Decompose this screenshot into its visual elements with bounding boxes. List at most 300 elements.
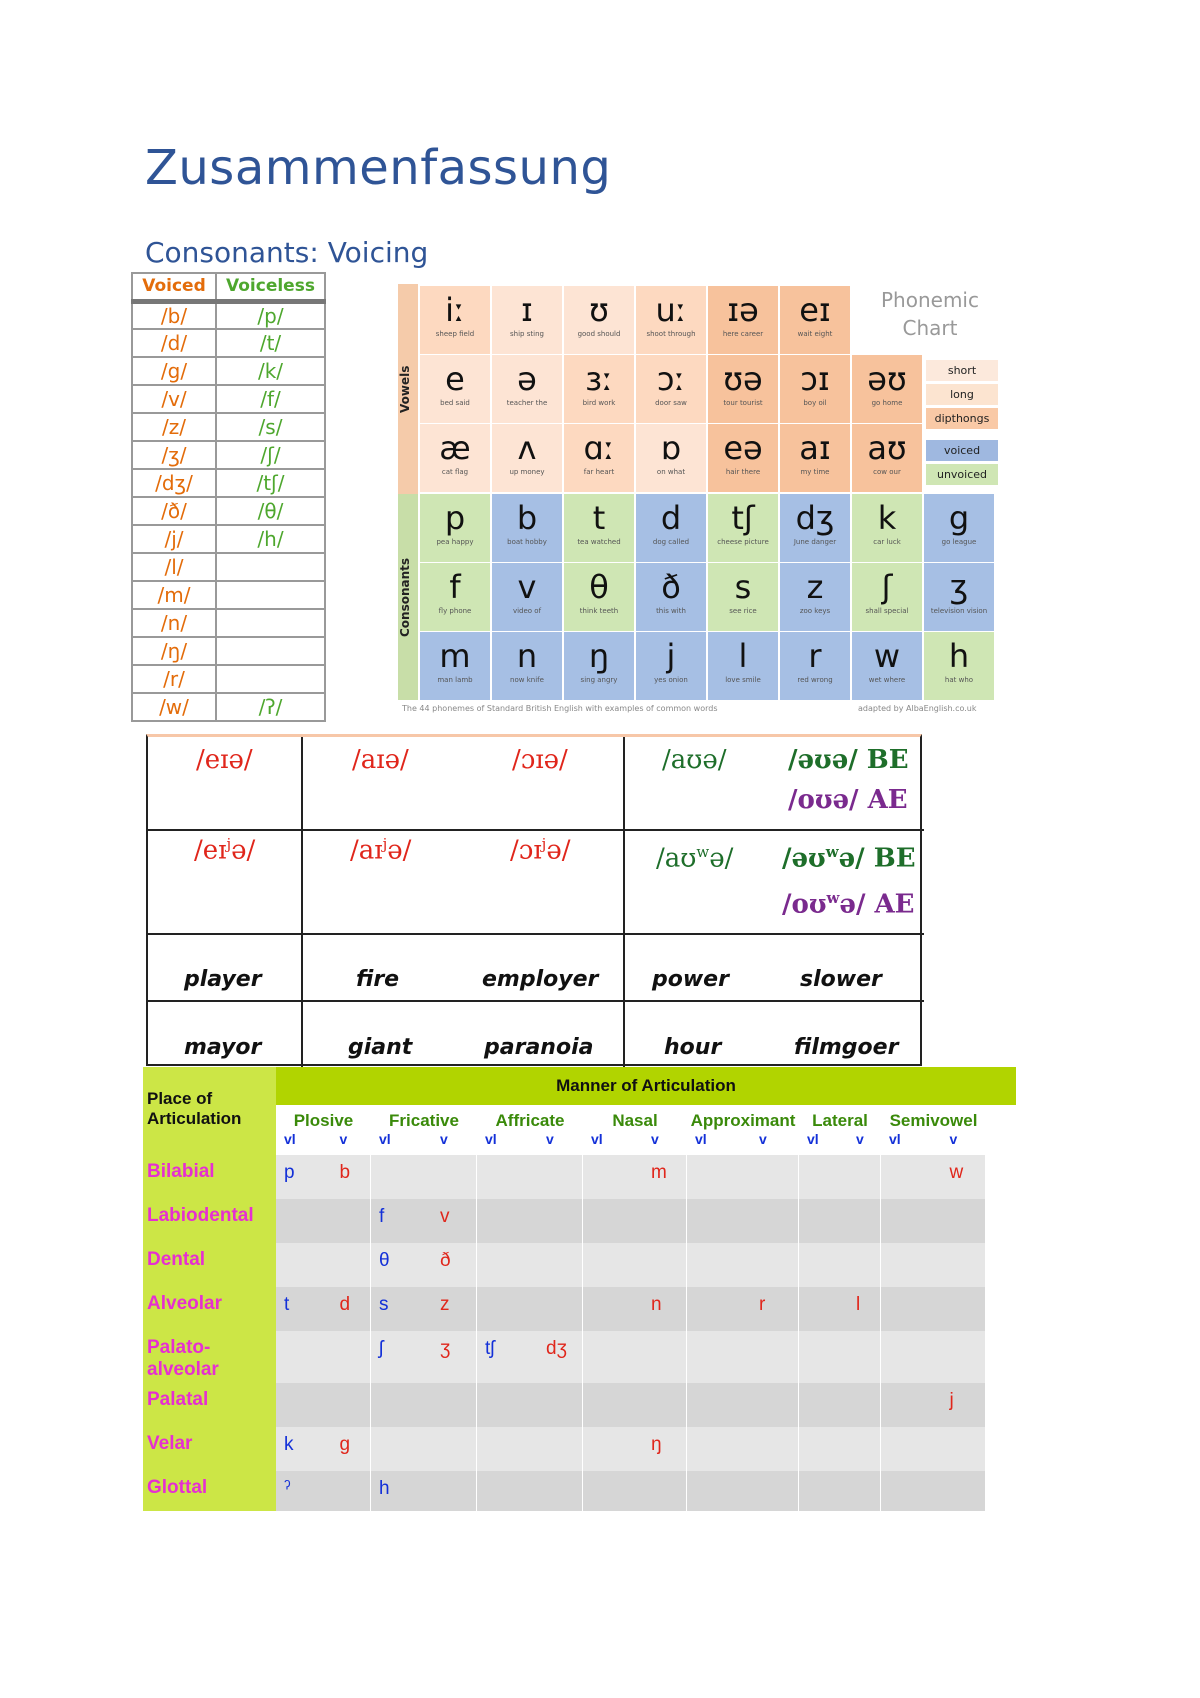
articulation-cell	[583, 1199, 687, 1243]
phoneme-symbol: æ	[439, 429, 471, 467]
phoneme-cell	[708, 286, 779, 355]
phoneme-cell	[708, 355, 779, 424]
phoneme-examples: fly phone	[438, 607, 472, 615]
voiced-phoneme: /w/	[132, 693, 216, 721]
phoneme-examples: good should	[577, 330, 621, 338]
example-word: fire	[356, 967, 400, 992]
phoneme-cell	[708, 494, 779, 563]
phoneme-cell	[564, 494, 635, 563]
voicing-row	[132, 469, 325, 497]
phoneme-cell	[852, 632, 923, 701]
voiceless-phoneme	[216, 553, 325, 581]
divider	[148, 933, 924, 935]
phoneme-cell	[492, 286, 563, 355]
place-palatal: Palatal	[143, 1383, 276, 1427]
voiceless-phoneme	[216, 609, 325, 637]
phoneme-examples: tea watched	[577, 538, 621, 546]
voiceless-phoneme: /p/	[216, 301, 325, 329]
phoneme-examples: hair there	[725, 468, 761, 476]
articulation-row	[143, 1287, 1016, 1331]
phoneme-cell	[564, 632, 635, 701]
phoneme-symbol: ʒ	[440, 1338, 451, 1359]
phoneme-symbol: θ	[589, 568, 609, 606]
example-word: paranoia	[484, 1035, 594, 1060]
articulation-cell	[276, 1287, 371, 1331]
phoneme-cell	[780, 424, 851, 493]
phoneme-symbol: h	[379, 1478, 390, 1499]
phoneme-cell	[636, 355, 707, 424]
phoneme-cell	[924, 632, 995, 701]
voicing-row	[132, 329, 325, 357]
chart-credit: adapted by AlbaEnglish.co.uk	[858, 704, 977, 713]
voiceless-phoneme: /k/	[216, 357, 325, 385]
phoneme-examples: go home	[871, 399, 903, 407]
phoneme-examples: sheep field	[435, 330, 475, 338]
articulation-cell	[583, 1383, 687, 1427]
phoneme-cell	[852, 355, 923, 424]
example-word: player	[184, 967, 262, 992]
phoneme-symbol: aɪ	[799, 429, 831, 467]
manner-affricate: Affricate	[495, 1111, 565, 1130]
voiceless-subheader: vl	[485, 1131, 497, 1147]
triphthong-auw: /aʊ$^w$ə/	[656, 843, 734, 874]
articulation-cell	[799, 1331, 881, 1383]
voicing-row	[132, 357, 325, 385]
legend-short: short	[926, 360, 998, 381]
articulation-cell	[881, 1155, 986, 1199]
phoneme-examples: tour tourist	[723, 399, 763, 407]
voicing-row	[132, 693, 325, 721]
voicing-row	[132, 637, 325, 665]
phoneme-symbol: n	[651, 1294, 662, 1315]
triphthong-au: /aʊə/	[662, 745, 727, 775]
phoneme-symbol: ð	[661, 568, 681, 606]
manner-nasal: Nasal	[612, 1111, 658, 1130]
articulation-cell	[477, 1243, 583, 1287]
manner-header: Manner of Articulation	[276, 1067, 1016, 1105]
phoneme-symbol: e	[445, 360, 465, 398]
phoneme-symbol: ɔː	[656, 360, 686, 398]
place-palato: Palato-alveolar	[143, 1331, 276, 1383]
voiceless-phoneme: /ʃ/	[216, 441, 325, 469]
phoneme-cell	[636, 632, 707, 701]
articulation-cell	[276, 1199, 371, 1243]
voiced-phoneme: /g/	[132, 357, 216, 385]
manner-subheader	[276, 1105, 1016, 1155]
phoneme-cell	[420, 563, 491, 632]
articulation-cell	[583, 1471, 687, 1511]
voiced-phoneme: /l/	[132, 553, 216, 581]
voiced-phoneme: /ŋ/	[132, 637, 216, 665]
voiceless-subheader: vl	[591, 1131, 603, 1147]
phoneme-symbol: ʊ	[589, 291, 609, 329]
articulation-cell	[276, 1243, 371, 1287]
articulation-cell	[881, 1427, 986, 1471]
phoneme-symbol: f	[379, 1206, 385, 1227]
phoneme-cell	[780, 632, 851, 701]
phoneme-symbol: p	[444, 499, 466, 537]
phoneme-examples: think teeth	[579, 607, 619, 615]
phoneme-symbol: tʃ	[485, 1338, 495, 1359]
articulation-cell	[371, 1331, 477, 1383]
voiced-phoneme: /dʒ/	[132, 469, 216, 497]
phoneme-symbol: dʒ	[546, 1338, 567, 1359]
phoneme-examples: cow our	[873, 468, 901, 476]
articulation-cell	[276, 1155, 371, 1199]
voiceless-phoneme: /θ/	[216, 497, 325, 525]
articulation-cell	[687, 1243, 799, 1287]
phoneme-examples: now knife	[510, 676, 544, 684]
articulation-cell	[276, 1471, 371, 1511]
voiceless-phoneme	[216, 637, 325, 665]
place-dental: Dental	[143, 1243, 276, 1287]
phoneme-symbol: d	[660, 499, 682, 537]
chart-label-line1: Phonemic	[881, 288, 979, 312]
manner-approx: Approximant	[690, 1111, 796, 1130]
voiceless-subheader: vl	[284, 1131, 296, 1147]
phoneme-symbol: s	[379, 1294, 389, 1315]
phoneme-cell	[708, 424, 779, 493]
voiceless-subheader: vl	[695, 1131, 707, 1147]
phoneme-cell	[564, 424, 635, 493]
voicing-row	[132, 581, 325, 609]
phoneme-symbol: ð	[440, 1250, 451, 1271]
articulation-cell	[477, 1331, 583, 1383]
phoneme-examples: wait eight	[797, 330, 833, 338]
vowels-side-label: Vowels	[398, 284, 418, 494]
phoneme-cell	[420, 424, 491, 493]
phoneme-examples: love smile	[725, 676, 761, 684]
phoneme-cell	[852, 494, 923, 563]
phoneme-examples: sing angry	[580, 676, 618, 684]
articulation-cell	[881, 1199, 986, 1243]
phoneme-cell	[780, 494, 851, 563]
triphthong-oij: /ɔɪ$^j$ə/	[510, 835, 571, 866]
phoneme-cell	[492, 424, 563, 493]
voiced-phoneme: /r/	[132, 665, 216, 693]
phoneme-cell	[852, 563, 923, 632]
articulation-cell	[371, 1427, 477, 1471]
phoneme-examples: this with	[656, 607, 686, 615]
phoneme-symbol: t	[592, 499, 606, 537]
phoneme-symbol: ʊə	[723, 360, 763, 398]
triphthong-eij: /eɪ$^j$ə/	[194, 835, 256, 866]
phoneme-cell	[924, 563, 995, 632]
phoneme-symbol: əʊ	[867, 360, 907, 398]
triphthong-ou-be: /əʊə/ BE	[788, 745, 909, 775]
voiced-subheader: v	[759, 1131, 767, 1147]
manner-plosive: Plosive	[293, 1111, 354, 1130]
triphthong-oi: /ɔɪə/	[512, 745, 568, 775]
voiced-phoneme: /b/	[132, 301, 216, 329]
articulation-cell	[276, 1331, 371, 1383]
triphthong-ai: /aɪə/	[352, 745, 409, 775]
phoneme-examples: go league	[941, 538, 977, 546]
phoneme-examples: wet where	[868, 676, 906, 684]
articulation-row	[143, 1243, 1016, 1287]
phoneme-cell	[780, 355, 851, 424]
phoneme-symbol: aʊ	[867, 429, 907, 467]
articulation-cell	[799, 1199, 881, 1243]
place-glottal: Glottal	[143, 1471, 276, 1511]
phoneme-examples: up money	[509, 468, 545, 476]
phoneme-symbol: k	[877, 499, 897, 537]
articulation-cell	[687, 1331, 799, 1383]
phoneme-symbol: s	[734, 568, 752, 606]
legend-diphthongs: dipthongs	[926, 408, 998, 429]
articulation-cell	[881, 1243, 986, 1287]
phoneme-symbol: j	[949, 1390, 954, 1411]
articulation-cell	[477, 1427, 583, 1471]
phoneme-examples: my time	[800, 468, 830, 476]
manner-fricative: Fricative	[389, 1111, 459, 1130]
articulation-cell	[371, 1287, 477, 1331]
manner-lateral: Lateral	[812, 1111, 868, 1130]
phoneme-cell	[492, 494, 563, 563]
voiceless-phoneme: /h/	[216, 525, 325, 553]
articulation-cell	[881, 1471, 986, 1511]
voicing-row	[132, 525, 325, 553]
articulation-cell	[799, 1243, 881, 1287]
phoneme-examples: door saw	[655, 399, 687, 407]
phoneme-symbol: r	[808, 637, 822, 675]
triphthong-ouw-ae: /oʊ$^w$ə/ AE	[782, 889, 915, 920]
phoneme-symbol: l	[738, 637, 748, 675]
phoneme-symbol: z	[440, 1294, 450, 1315]
phoneme-symbol: ʒ	[949, 568, 969, 606]
voicing-row	[132, 385, 325, 413]
voicing-row	[132, 413, 325, 441]
voicing-row	[132, 609, 325, 637]
phoneme-examples: see rice	[729, 607, 757, 615]
articulation-cell	[371, 1243, 477, 1287]
voicing-row	[132, 441, 325, 469]
phoneme-examples: dog called	[652, 538, 690, 546]
voiced-subheader: v	[546, 1131, 554, 1147]
voiced-phoneme: /n/	[132, 609, 216, 637]
voiceless-phoneme: /s/	[216, 413, 325, 441]
phonemic-chart-label	[860, 286, 1000, 342]
articulation-cell	[583, 1427, 687, 1471]
example-word: hour	[664, 1035, 722, 1060]
phoneme-examples: red wrong	[797, 676, 833, 684]
phoneme-cell	[492, 632, 563, 701]
legend-unvoiced: unvoiced	[926, 464, 998, 485]
articulation-row	[143, 1331, 1016, 1383]
phoneme-symbol: ɜː	[585, 360, 613, 398]
voicing-table	[131, 272, 326, 722]
phoneme-symbol: z	[806, 568, 824, 606]
articulation-cell	[687, 1383, 799, 1427]
divider	[623, 737, 625, 1069]
articulation-cell	[371, 1471, 477, 1511]
phoneme-symbol: w	[873, 637, 901, 675]
phoneme-examples: pea happy	[436, 538, 474, 546]
articulation-row	[143, 1155, 1016, 1199]
example-word: giant	[348, 1035, 413, 1060]
phoneme-cell	[420, 355, 491, 424]
phoneme-symbol: ɑː	[583, 429, 615, 467]
phoneme-examples: television vision	[930, 607, 988, 615]
voiced-phoneme: /z/	[132, 413, 216, 441]
phoneme-cell	[636, 424, 707, 493]
phoneme-examples: far heart	[583, 468, 615, 476]
phoneme-examples: car luck	[873, 538, 901, 546]
phoneme-symbol: f	[449, 568, 461, 606]
phoneme-cell	[924, 494, 995, 563]
example-word: employer	[482, 967, 599, 992]
page-title: Zusammenfassung	[145, 140, 612, 196]
voiced-phoneme: /ð/	[132, 497, 216, 525]
voiceless-phoneme: /t/	[216, 329, 325, 357]
place-bilabial: Bilabial	[143, 1155, 276, 1199]
phoneme-symbol: ŋ	[651, 1434, 662, 1455]
articulation-cell	[583, 1155, 687, 1199]
articulation-cell	[371, 1383, 477, 1427]
phoneme-symbol: h	[948, 637, 970, 675]
consonants-side-label: Consonants	[398, 494, 418, 700]
phoneme-symbol: p	[284, 1162, 295, 1183]
phoneme-symbol: ɔɪ	[800, 360, 830, 398]
place-velar: Velar	[143, 1427, 276, 1471]
phoneme-symbol: θ	[379, 1250, 390, 1271]
phoneme-symbol: ʌ	[517, 429, 537, 467]
voiceless-phoneme	[216, 665, 325, 693]
phoneme-examples: bird work	[582, 399, 616, 407]
articulation-cell	[799, 1383, 881, 1427]
phonemic-chart	[398, 284, 1000, 714]
articulation-cell	[477, 1287, 583, 1331]
phoneme-symbol: w	[949, 1162, 964, 1183]
phoneme-cell	[636, 494, 707, 563]
phoneme-cell	[708, 563, 779, 632]
voicing-row	[132, 301, 325, 329]
example-word: filmgoer	[794, 1035, 899, 1060]
articulation-table	[143, 1067, 1016, 1512]
articulation-cell	[799, 1471, 881, 1511]
phoneme-symbol: r	[759, 1294, 766, 1315]
phoneme-symbol: eɪ	[799, 291, 831, 329]
articulation-row	[143, 1427, 1016, 1471]
articulation-cell	[477, 1155, 583, 1199]
articulation-cell	[687, 1287, 799, 1331]
chart-label-line2: Chart	[902, 316, 958, 340]
phoneme-cell	[420, 632, 491, 701]
phoneme-examples: boy oil	[803, 399, 827, 407]
voiced-subheader: v	[339, 1131, 348, 1147]
phoneme-symbol: ʃ	[881, 568, 893, 606]
articulation-cell	[583, 1287, 687, 1331]
phoneme-cell	[636, 563, 707, 632]
phoneme-examples: teacher the	[506, 399, 548, 407]
chart-footer: The 44 phonemes of Standard British English with examples of common words	[402, 704, 718, 713]
phoneme-examples: bed said	[440, 399, 470, 407]
divider	[148, 1000, 924, 1002]
place-labiodental: Labiodental	[143, 1199, 276, 1243]
phoneme-symbol: j	[666, 637, 676, 675]
phoneme-cell	[852, 424, 923, 493]
section-heading: Consonants: Voicing	[145, 236, 429, 269]
phoneme-cell	[780, 286, 851, 355]
phoneme-symbol: ɒ	[660, 429, 682, 467]
phoneme-cell	[420, 494, 491, 563]
phoneme-symbol: v	[440, 1206, 450, 1227]
triphthong-ei: /eɪə/	[196, 745, 253, 775]
articulation-cell	[687, 1155, 799, 1199]
phoneme-symbol: ɪ	[521, 291, 533, 329]
articulation-cell	[881, 1287, 986, 1331]
phoneme-symbol: m	[439, 637, 471, 675]
voiceless-phoneme	[216, 581, 325, 609]
phoneme-cell	[492, 355, 563, 424]
articulation-cell	[371, 1199, 477, 1243]
articulation-cell	[477, 1471, 583, 1511]
legend-voiced: voiced	[926, 440, 998, 461]
phoneme-symbol: uː	[655, 291, 687, 329]
phoneme-symbol: dʒ	[795, 499, 835, 537]
voiceless-subheader: vl	[889, 1131, 901, 1147]
voiced-subheader: v	[949, 1131, 958, 1147]
phoneme-symbol: d	[339, 1294, 351, 1315]
voiced-subheader: v	[651, 1131, 659, 1147]
phoneme-cell	[564, 355, 635, 424]
phoneme-symbol: v	[517, 568, 537, 606]
manner-semivowel: Semivowel	[889, 1111, 978, 1130]
phoneme-examples: hat who	[944, 676, 974, 684]
voicing-row	[132, 665, 325, 693]
voicing-row	[132, 497, 325, 525]
voiced-phoneme: /v/	[132, 385, 216, 413]
phoneme-examples: yes onion	[654, 676, 688, 684]
voiced-phoneme: /m/	[132, 581, 216, 609]
articulation-cell	[799, 1427, 881, 1471]
phoneme-symbol: eə	[723, 429, 763, 467]
phoneme-examples: boat hobby	[507, 538, 547, 546]
voiced-phoneme: /d/	[132, 329, 216, 357]
voiced-phoneme: /ʒ/	[132, 441, 216, 469]
articulation-row	[143, 1471, 1016, 1511]
articulation-cell	[477, 1383, 583, 1427]
articulation-cell	[687, 1471, 799, 1511]
voiceless-header: Voiceless	[216, 273, 325, 301]
voiceless-subheader: vl	[379, 1131, 391, 1147]
articulation-row	[143, 1199, 1016, 1243]
voiced-phoneme: /j/	[132, 525, 216, 553]
articulation-cell	[276, 1427, 371, 1471]
phoneme-symbol: iː	[445, 291, 465, 329]
phoneme-symbol: ˀ	[284, 1478, 291, 1499]
phoneme-symbol: ɪə	[727, 291, 759, 329]
articulation-cell	[583, 1331, 687, 1383]
articulation-cell	[881, 1331, 986, 1383]
phoneme-symbol: g	[339, 1434, 351, 1455]
triphthong-ouw-be: /əʊ$^w$ə/ BE	[782, 843, 916, 874]
place-alveolar: Alveolar	[143, 1287, 276, 1331]
phoneme-symbol: ʃ	[379, 1338, 384, 1359]
voiced-header: Voiced	[132, 273, 216, 301]
voiceless-phoneme: /ʔ/	[216, 693, 325, 721]
example-word: mayor	[184, 1035, 262, 1060]
divider	[148, 829, 924, 831]
phoneme-examples: ship sting	[510, 330, 544, 338]
voiced-subheader: v	[856, 1131, 864, 1147]
phoneme-symbol: t	[284, 1294, 290, 1315]
voicing-row	[132, 553, 325, 581]
phoneme-symbol: ə	[517, 360, 537, 398]
phoneme-cell	[780, 563, 851, 632]
articulation-cell	[687, 1199, 799, 1243]
phoneme-examples: shoot through	[646, 330, 696, 338]
